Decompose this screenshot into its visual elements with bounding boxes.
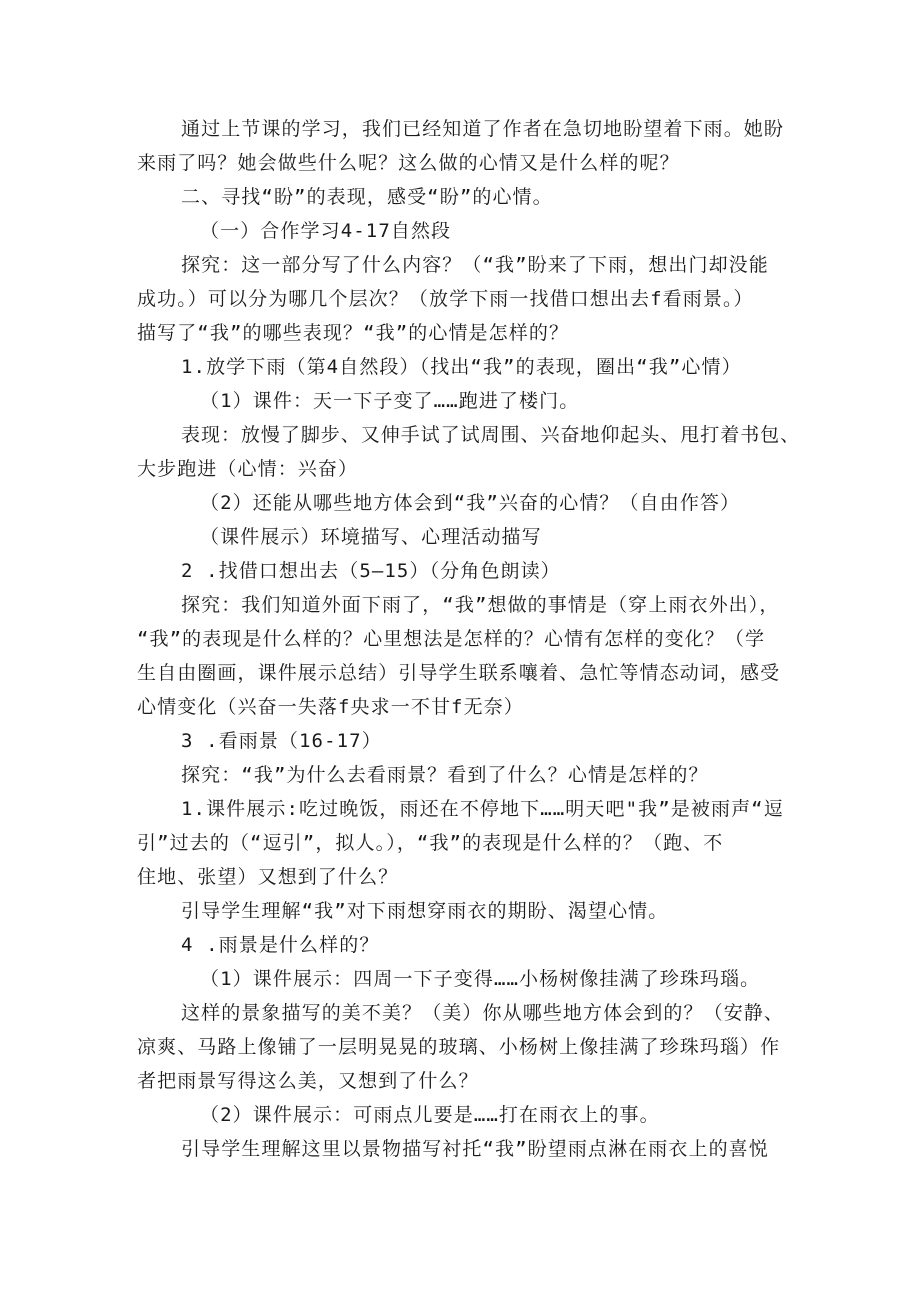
list-item-heading: 3 .看雨景（16-17）: [181, 730, 382, 752]
text-line: 凉爽、马路上像铺了一层明晃晃的玻璃、小杨树上像挂满了珍珠玛瑙）作: [137, 1036, 781, 1058]
text-line: 者把雨景写得这么美，又想到了什么？: [137, 1070, 479, 1092]
text-line: 表现：放慢了脚步、又伸手试了试周围、兴奋地仰起头、甩打着书包、: [181, 424, 801, 446]
text-line: 住地、张望）又想到了什么？: [137, 866, 399, 888]
text-line: （2）还能从哪些地方体会到“我”兴奋的心情？（自由作答）: [200, 492, 741, 514]
text-line: 这样的景象描写的美不美？（美）你从哪些地方体会到的？（安静、: [181, 1002, 785, 1024]
text-line: 探究：“我”为什么去看雨景？看到了什么？心情是怎样的？: [181, 764, 709, 786]
text-line: 引导学生理解“我”对下雨想穿雨衣的期盼、渴望心情。: [181, 900, 669, 922]
text-line: （课件展示）环境描写、心理活动描写: [200, 526, 542, 548]
text-line: 成功。）可以分为哪几个层次？（放学下雨一找借口想出去f看雨景。）: [137, 288, 754, 310]
list-item-heading: 4 .雨景是什么样的？: [181, 934, 380, 956]
text-line: （1）课件展示：四周一下子变得……小杨树像挂满了珍珠玛瑙。: [200, 968, 761, 990]
text-line: 探究：我们知道外面下雨了，“我”想做的事情是（穿上雨衣外出），: [181, 594, 780, 616]
list-item-heading: 2 .找借口想出去（5—15）（分角色朗读）: [181, 560, 561, 582]
text-line: 来雨了吗？她会做些什么呢？这么做的心情又是什么样的呢？: [137, 152, 680, 174]
text-line: 生自由圈画，课件展示总结）引导学生联系嚷着、急忙等情态动词，感受: [137, 662, 781, 684]
text-line: 通过上节课的学习，我们已经知道了作者在急切地盼望着下雨。她盼: [181, 118, 785, 140]
text-line: 大步跑进（心情：兴奋）: [137, 458, 359, 480]
text-line: 心情变化（兴奋一失落f央求一不甘f无奈）: [137, 696, 524, 718]
text-line: 描写了“我”的哪些表现？“我”的心情是怎样的？: [137, 322, 570, 344]
list-item-heading: 1.放学下雨（第4自然段）（找出“我”的表现，圈出“我”心情）: [181, 356, 742, 378]
text-line: 探究：这一部分写了什么内容？（“我”盼来了下雨，想出门却没能: [181, 254, 769, 276]
text-line: 引”过去的（“逗引”，拟人。），“我”的表现是什么样的？（跑、不: [137, 832, 724, 854]
text-line: “我”的表现是什么样的？心里想法是怎样的？心情有怎样的变化？（学: [137, 628, 766, 650]
text-line: 1.课件展示:吃过晚饭，雨还在不停地下……明天吧"我”是被雨声“逗: [181, 798, 784, 820]
text-line: （2）课件展示：可雨点儿要是……打在雨衣上的事。: [200, 1104, 660, 1126]
subsection-heading: （一）合作学习4-17自然段: [200, 220, 452, 242]
text-line: 引导学生理解这里以景物描写衬托“我”盼望雨点淋在雨衣上的喜悦: [181, 1138, 769, 1160]
text-line: （1）课件：天一下子变了……跑进了楼门。: [200, 390, 580, 412]
section-heading: 二、寻找“盼”的表现，感受“盼”的心情。: [181, 186, 553, 208]
